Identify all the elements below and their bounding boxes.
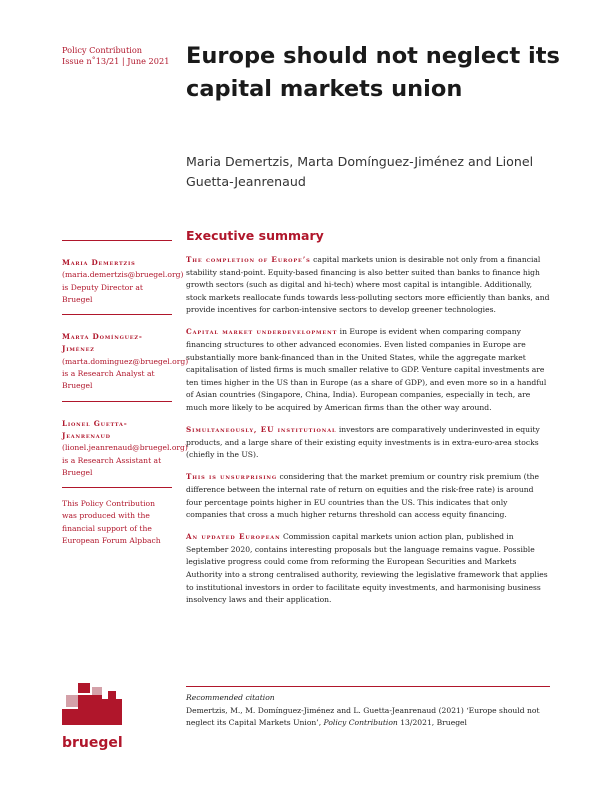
funding-note: This Policy Contribution was produced with the financial support of the European Forum Alpbach bbox=[62, 499, 161, 546]
paragraph-lead: This is unsurprising bbox=[186, 472, 278, 482]
summary-paragraph bbox=[186, 471, 550, 521]
author-name: Lionel Guetta-Jeanrenaud bbox=[62, 418, 128, 440]
author-details: (maria.demertzis@bruegel.org) is Deputy Director at Bruegel bbox=[62, 270, 184, 304]
bruegel-logo-icon bbox=[60, 683, 130, 763]
summary-paragraph bbox=[186, 424, 550, 462]
section-heading: Executive summary bbox=[186, 228, 324, 243]
paragraph-lead: The completion of Europe’s bbox=[186, 255, 311, 264]
author-details: (lionel.jeanrenaud@bruegel.org) is a Research Assistant at Bruegel bbox=[62, 443, 188, 477]
citation-end: 13/2021, Bruegel bbox=[397, 718, 467, 728]
author-sidebar bbox=[62, 240, 189, 547]
paragraph-text: Commission capital markets union action plan, published in September 2020, contains interesting proposals but the language remains vague. Possible legislative progress could come from reforming the European Securities and Markets Authority into a strong centralised authority, reviewing the legislative framework that applies to institutional investors in order to facilitate equity investments, and harmonising business insolvency laws and their application. bbox=[186, 532, 548, 605]
paragraph-text: investors are comparatively underinvested in equity products, and a large share of their existing equity investments is in extra-euro-area stocks (chiefly in the US). bbox=[186, 425, 540, 460]
citation-series: Policy Contribution bbox=[323, 718, 398, 728]
paragraph-lead: An updated European bbox=[186, 532, 281, 542]
paragraph-text: in Europe is evident when comparing company financing structures to other advanced economies. Even listed companies in Europe are substantially more bank-financed than in the United States, while the aggregate market capitalisation of listed firms is much smaller relative to GDP. Venture capital investments are ten times higher in the US than in Europe (as a share of GDP), and even more so in a handful of Asian countries (Singapore, China, India). European companies, especially in tech, are much more likely to be acquired by American firms than the other way around. bbox=[186, 327, 547, 413]
summary-paragraph bbox=[186, 254, 550, 317]
author-bio bbox=[62, 315, 189, 401]
author-name: Marta Domínguez-Jiménez bbox=[62, 332, 143, 354]
logo-wordmark: bruegel bbox=[62, 735, 123, 751]
paragraph-text: considering that the market premium or country risk premium (the difference between the internal rate of return on equities and the risk-free rate) is around four percentage points higher in EU countries than the US. This indicates that only companies that cross a much higher returns threshold can access equity financing. bbox=[186, 472, 540, 520]
author-name: Maria Demertzis bbox=[62, 258, 136, 267]
author-bio bbox=[62, 402, 188, 488]
paragraph-lead: Capital market underdevelopment bbox=[186, 327, 338, 337]
series-label bbox=[62, 45, 169, 67]
author-bio bbox=[62, 241, 184, 315]
paragraph-lead: Simultaneously, EU institutional bbox=[186, 425, 337, 435]
summary-paragraph bbox=[186, 326, 550, 414]
paragraph-text: capital markets union is desirable not only from a financial stability stand-point. Equity-based financing is also better suited than banks to finance high growth sectors (such as digital and hi-tech) where most capital is intangible. Additionally, stock markets reallocate funds towards less-polluting sectors more efficiently than banks, and provide incentives for carbon-intensive sectors to develop greener technologies. bbox=[186, 255, 550, 315]
author-list: Maria Demertzis, Marta Domínguez-Jiménez and Lionel Guetta-Jeanrenaud bbox=[186, 154, 534, 189]
recommended-citation bbox=[186, 686, 550, 730]
series-name: Policy Contribution bbox=[62, 45, 143, 55]
citation-text bbox=[186, 705, 550, 730]
citation-body: Demertzis, M., M. Domínguez-Jiménez and L. Guetta-Jeanrenaud (2021) ‘Europe should not neglect its Capital Markets Union’, bbox=[186, 705, 540, 728]
executive-summary bbox=[186, 254, 550, 616]
paper-title: Europe should not neglect its capital markets union bbox=[186, 43, 560, 102]
summary-paragraph bbox=[186, 531, 550, 607]
author-details: (marta.dominguez@bruegel.org) is a Research Analyst at Bruegel bbox=[62, 356, 189, 391]
issue-date: Issue n˚13/21 | June 2021 bbox=[62, 56, 170, 66]
citation-label: Recommended citation bbox=[186, 693, 275, 702]
